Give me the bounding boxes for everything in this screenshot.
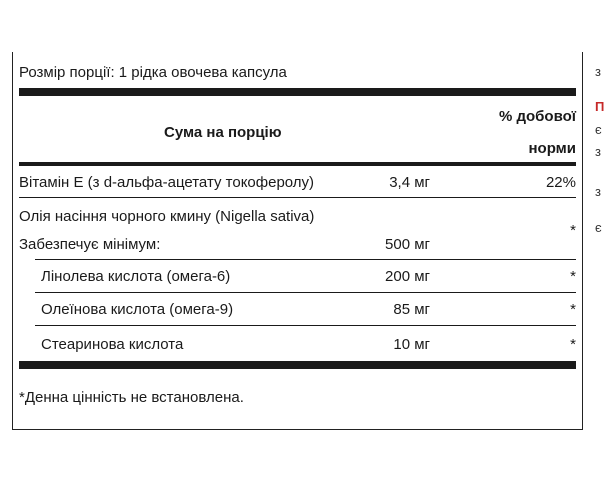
edge-fragment: з [595, 184, 601, 199]
thick-divider [19, 361, 576, 369]
row-divider [35, 325, 576, 326]
supplement-facts-panel: Розмір порції: 1 рідка овочева капсула Сума на порцію % добової норми Вітамін Е (з d-альфа-ацетату токоферолу) 3,4 мг 22% Олія насіння чорного кмину (Nigella sativa) * Забезпечує мінімум: 500 мг Лінолева кислота (омега-6) 200 мг * Олеїнова кислота (омега-9) 85 мг * Стеаринова кислота 10 мг * *Денна цінність не встановлена. [12, 52, 583, 430]
edge-fragment: є [595, 220, 602, 235]
thick-divider [19, 88, 576, 96]
medium-divider [19, 162, 576, 166]
row-divider [19, 197, 576, 198]
edge-fragment: П [595, 99, 604, 114]
row-divider [35, 259, 576, 260]
row-divider [35, 292, 576, 293]
edge-fragment: з [595, 64, 601, 79]
edge-fragment: з [595, 144, 601, 159]
edge-fragment: є [595, 122, 602, 137]
